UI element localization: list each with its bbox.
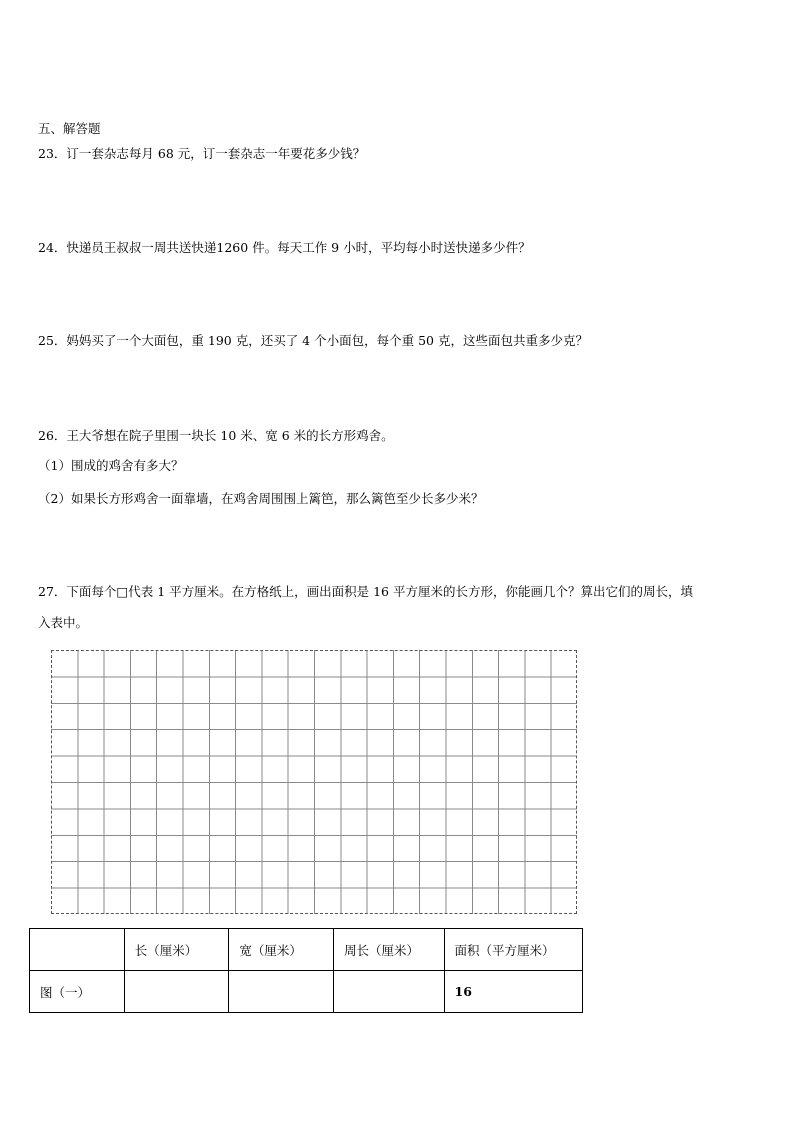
area-value-cell: 16 (444, 971, 582, 1013)
question-26-part-1: （1）围成的鸡舍有多大？ (38, 458, 184, 473)
section-title: 五、解答题 (38, 121, 101, 136)
question-27: 27．下面每个□代表 1 平方厘米。在方格纸上，画出面积是 16 平方厘米的长方形，你能画几个？算出它们的周长，填 (38, 584, 693, 599)
table-header-cell (30, 929, 125, 971)
table-header-cell: 周长（厘米） (333, 929, 444, 971)
table-header-cell: 长（厘米） (124, 929, 229, 971)
question-24: 24．快递员王叔叔一周共送快递1260 件。每天工作 9 小时，平均每小时送快递多少件？ (38, 240, 531, 255)
table-header-row (30, 929, 583, 971)
table-header-cell: 面积（平方厘米） (444, 929, 582, 971)
length-answer-cell[interactable] (124, 971, 229, 1013)
question-23: 23．订一套杂志每月 68 元，订一套杂志一年要花多少钱？ (38, 146, 366, 161)
square-grid-paper[interactable] (51, 650, 577, 914)
width-answer-cell[interactable] (229, 971, 334, 1013)
question-26: 26．王大爷想在院子里围一块长 10 米、宽 6 米的长方形鸡舍。 (38, 428, 394, 443)
table-row (30, 971, 583, 1013)
table-row-label: 图（一） (30, 971, 125, 1013)
question-25: 25．妈妈买了一个大面包，重 190 克，还买了 4 个小面包，每个重 50 克，这些面包共重多少克？ (38, 333, 588, 348)
question-27-continued: 入表中。 (38, 615, 89, 630)
table-header-cell: 宽（厘米） (229, 929, 334, 971)
perimeter-answer-cell[interactable] (333, 971, 444, 1013)
answer-table (29, 928, 583, 1013)
question-26-part-2: （2）如果长方形鸡舍一面靠墙，在鸡舍周围围上篱笆，那么篱笆至少长多少米？ (38, 491, 484, 506)
